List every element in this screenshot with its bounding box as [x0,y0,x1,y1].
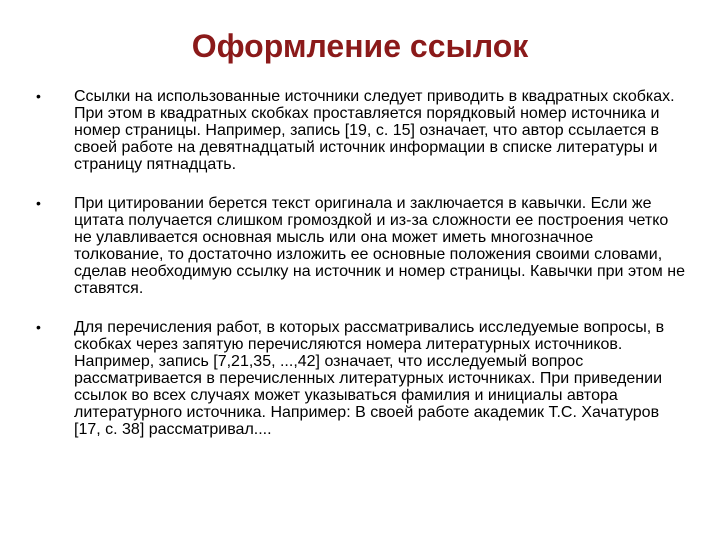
slide-title: Оформление ссылок [191,28,529,64]
bullet-item [36,88,686,173]
bullet-list [36,88,686,460]
bullet-text: Ссылки на использованные источники следует приводить в квадратных скобках. При этом в квадратных скобках проставляется порядковый номер источника и номер страницы. Например, запись [19, с. 15] означает, что автор ссылается в своей работе на девятнадцатый источник информации в списке литературы и страницу пятнадцать. [74,88,675,173]
bullet-marker: • [36,195,41,211]
bullet-marker: • [36,319,41,335]
bullet-item [36,195,686,297]
bullet-text: При цитировании берется текст оригинала и заключается в кавычки. Если же цитата получается слишком громоздкой и из-за сложности ее построения четко не улавливается основная мысль или она может иметь многозначное толкование, то достаточно изложить ее основные положения своими словами, сделав необходимую ссылку на источник и номер страницы. Кавычки при этом не ставятся. [74,195,685,297]
bullet-marker: • [36,88,41,104]
bullet-item [36,319,686,438]
bullet-text: Для перечисления работ, в которых рассматривались исследуемые вопросы, в скобках через запятую перечисляются номера литературных источников. Например, запись [7,21,35, ...,42] означает, что исследуемый вопрос рассматривается в перечисленных литературных источниках. При приведении ссылок во всех случаях может указываться фамилия и инициалы автора литературного источника. Например: В своей работе академик Т.С. Хачатуров [17, с. 38] рассматривал.... [74,319,665,438]
